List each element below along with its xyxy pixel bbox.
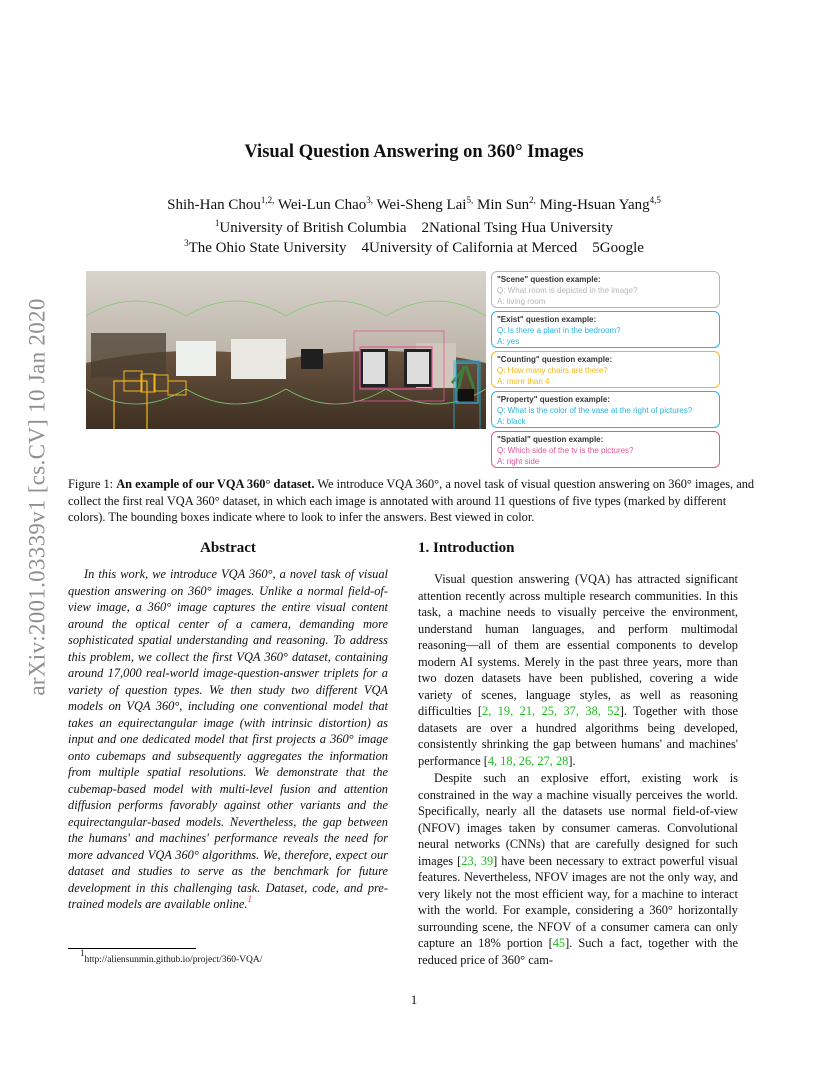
- paper-title: Visual Question Answering on 360° Images: [244, 142, 584, 162]
- caption-bold: An example of our VQA 360° dataset.: [116, 477, 315, 491]
- intro-paragraph-2: [418, 770, 738, 968]
- intro-heading: 1. Introduction: [418, 540, 515, 556]
- author-list: Shih-Han Chou$^{1,2,}$ Wei-Lun Chao$^{3,}$ Wei-Sheng Lai$^{5,}$ Min Sun$^{2,}$ Ming-Hsuan Yang$^{4,5}$: [167, 195, 661, 213]
- footnote-mark[interactable]: 1: [247, 894, 253, 904]
- qa-type-label: "Scene" question example:: [497, 275, 601, 284]
- text-run: ]. Together with those datasets are over a hundred algorithms being developed, consistently shrinking the gap between humans' and machines' performance [: [418, 704, 738, 768]
- qa-type-label: "Property" question example:: [497, 395, 610, 404]
- text-run: ].: [568, 753, 576, 768]
- citation-link[interactable]: 45: [552, 936, 566, 950]
- qa-answer: A: black: [497, 417, 526, 426]
- qa-type-label: "Counting" question example:: [497, 355, 613, 364]
- text-run: Despite such an explosive effort, existing work is constrained in the way a machine visually perceives the world. Specifically, nearly all the datasets use normal field-of-view (NFOV) images taken by consumer cameras. Convolutional neural networks (CNNs) that are carefully designed for such images [: [418, 771, 738, 868]
- intro-paragraph-1: [418, 571, 738, 769]
- text-run: ]. Such a fact, together with the reduced price of 360° cam-: [418, 936, 738, 967]
- qa-question: Q: What is the color of the vase at the right of pictures?: [497, 406, 693, 415]
- affiliations-line-1: $^1$University of British Columbia 2National Tsing Hua University: [214, 218, 614, 236]
- citation-link[interactable]: 23, 39: [461, 853, 494, 868]
- panorama-image: [86, 271, 486, 429]
- qa-spatial-box: [491, 431, 720, 468]
- qa-answer: A: right side: [497, 457, 540, 466]
- qa-answer: A: living room: [497, 297, 546, 306]
- footnote-rule: [68, 948, 196, 949]
- qa-type-label: "Exist" question example:: [497, 315, 597, 324]
- caption-label: Figure 1:: [68, 477, 114, 491]
- qa-question: Q: Is there a plant in the bedroom?: [497, 326, 621, 335]
- qa-question: Q: How many chairs are there?: [497, 366, 608, 375]
- citation-link[interactable]: 4, 18, 26, 27, 28: [487, 753, 569, 768]
- affiliations-line-2: $^3$The Ohio State University 4University of California at Merced 5Google: [184, 238, 644, 256]
- qa-question: Q: What room is depicted in the image?: [497, 286, 638, 295]
- qa-type-label: "Spatial" question example:: [497, 435, 604, 444]
- qa-answer: A: yes: [497, 337, 520, 346]
- figure-caption: [68, 476, 758, 526]
- caption-text: We introduce VQA 360°, a novel task of visual question answering on 360° images, and collect the first real VQA 360° dataset, in which each image is annotated with around 11 questions of five types (marked by different colors). The bounding boxes indicate where to look to infer the answers. Best viewed in color.: [68, 477, 755, 524]
- text-run: ] have been necessary to extract powerful visual features. Nevertheless, NFOV images are not the only way, and very likely not the most efficient way, for a machine to interact with the world. For example, considering a 360° horizontally surrounding scene, the NFOV of a consumer camera can only capture an 18% portion [: [418, 853, 739, 950]
- citation-link[interactable]: 2, 19, 21, 25, 37, 38, 52: [482, 704, 620, 718]
- text-run: Visual question answering (VQA) has attracted significant attention recently across multiple research communities. In this task, a machine needs to visually perceive the environment, understand human languages, and perform multimodal reasoning—all of them are essential components to develop modern AI systems. Merely in the past three years, more than two dozen datasets have been published, covering a wide variety of scenes, language styles, as well as reasoning difficulties [: [418, 572, 738, 718]
- qa-question: Q: Which side of the tv is the pictures?: [497, 446, 634, 455]
- qa-property-box: [491, 391, 720, 428]
- qa-scene-box: [491, 271, 720, 308]
- page-number: 1: [410, 992, 418, 1007]
- arxiv-stamp: arXiv:2001.03339v1 [cs.CV] 10 Jan 2020: [25, 298, 50, 696]
- abstract-body: In this work, we introduce VQA 360°, a novel task of visual question answering on 360° images. Unlike a normal field-of-view image, a 360° image captures the entire visual content around the optical center of a camera, demanding more sophisticated spatial understanding and reasoning. To address this problem, we collect the first VQA 360° dataset, containing around 17,000 real-world image-question-answer triplets for a variety of question types. We then study two different VQA models on VQA 360°, including one conventional model that takes an equirectangular image (with intrinsic distortion) as input and one dedicated model that first projects a 360° image onto cubemaps and subsequently aggregates the information from multiple spatial resolutions. We demonstrate that the cubemap-based model with multi-level fusion and attention diffusion performs favorably against other variants and the equirectangular-based models. Nevertheless, the gap between the humans' and machines' performance reveals the need for more advanced VQA 360° algorithms. We, therefore, expect our dataset and studies to serve as the benchmark for future development in this challenging task. Dataset, code, and pre-trained models are available online.: [68, 567, 388, 911]
- qa-answer: A: more than 4: [497, 377, 550, 386]
- qa-exist-box: [491, 311, 720, 348]
- qa-counting-box: [491, 351, 720, 388]
- abstract-text: [68, 566, 388, 913]
- footnote-url[interactable]: $^1$http://aliensunmin.github.io/project/360-VQA/: [80, 948, 263, 965]
- abstract-heading: Abstract: [200, 540, 256, 556]
